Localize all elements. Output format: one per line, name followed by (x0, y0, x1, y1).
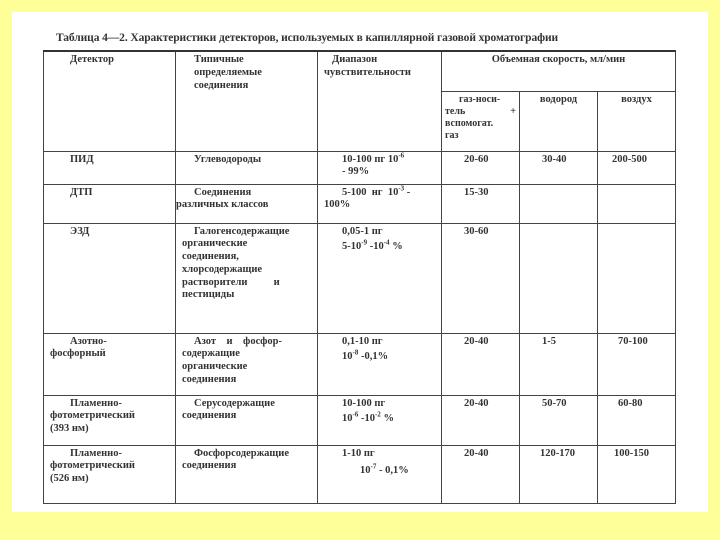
cell-hydrogen (520, 223, 598, 333)
table-row (44, 395, 676, 445)
cell-gas: 20-60 (442, 151, 520, 184)
cell-compounds: Соединения различных классов (176, 184, 318, 223)
cell-range: 0,1-10 пг $10^{-8}$ -0,1% (318, 333, 442, 395)
cell-detector: Пламенно- фотометрический (526 нм) (44, 445, 176, 503)
cell-gas: 20-40 (442, 445, 520, 503)
cell-detector: Пламенно- фотометрический (393 нм) (44, 395, 176, 445)
header-detector: Детектор (44, 51, 176, 151)
document-page (12, 12, 708, 512)
cell-gas: 30-60 (442, 223, 520, 333)
cell-range: 10-100 пг $10^{-6}$ $-10^{-2}$ % (318, 395, 442, 445)
cell-hydrogen: 30-40 (520, 151, 598, 184)
cell-hydrogen: 50-70 (520, 395, 598, 445)
header-range: Диапазон чувствительности (318, 51, 442, 151)
cell-gas: 20-40 (442, 333, 520, 395)
header-gas-carrier: газ-носи- тель + вспомогат. газ (442, 91, 520, 151)
cell-air (598, 223, 676, 333)
cell-compounds: Азот и фосфор- содержащие органические соединения (176, 333, 318, 395)
cell-compounds: Серусодержащие соединения (176, 395, 318, 445)
cell-range: 10-100 пг $10^{-6}$ - 99% (318, 151, 442, 184)
cell-detector: ДТП (44, 184, 176, 223)
cell-gas: 15-30 (442, 184, 520, 223)
cell-detector: Азотно- фосфорный (44, 333, 176, 395)
cell-range: 1-10 пг $10^{-7} - 0,1\%$ (318, 445, 442, 503)
header-compounds: Типичные определяемые соединения (176, 51, 318, 151)
header-air: воздух (598, 91, 676, 151)
header-flow: Объемная скорость, мл/мин (442, 51, 676, 91)
cell-compounds: Углеводороды (176, 151, 318, 184)
cell-hydrogen (520, 184, 598, 223)
cell-detector: ЭЗД (44, 223, 176, 333)
cell-range: 5-100 нг $10^{-3}$ - 100% (318, 184, 442, 223)
table-row (44, 151, 676, 184)
cell-gas: 20-40 (442, 395, 520, 445)
cell-air: 100-150 (598, 445, 676, 503)
cell-compounds: Фосфорсодержащие соединения (176, 445, 318, 503)
cell-range: 0,05-1 пг $5-10^{-9}$ $-10^{-4}$ % (318, 223, 442, 333)
cell-air: 70-100 (598, 333, 676, 395)
cell-hydrogen: 120-170 (520, 445, 598, 503)
table-title: Таблица 4—2. Характеристики детекторов, используемых в капиллярной газовой хроматографии (56, 32, 559, 44)
table-row (44, 333, 676, 395)
cell-air: 60-80 (598, 395, 676, 445)
cell-air: 200-500 (598, 151, 676, 184)
cell-detector: ПИД (44, 151, 176, 184)
cell-compounds: Галогенсодержащие органические соединения, хлорсодержащие растворители и пестициды (176, 223, 318, 333)
table-row (44, 184, 676, 223)
table-row (44, 445, 676, 503)
header-hydrogen: водород (520, 91, 598, 151)
cell-air (598, 184, 676, 223)
header-row (44, 51, 676, 91)
detectors-table (43, 50, 676, 504)
cell-hydrogen: 1-5 (520, 333, 598, 395)
table-row (44, 223, 676, 333)
